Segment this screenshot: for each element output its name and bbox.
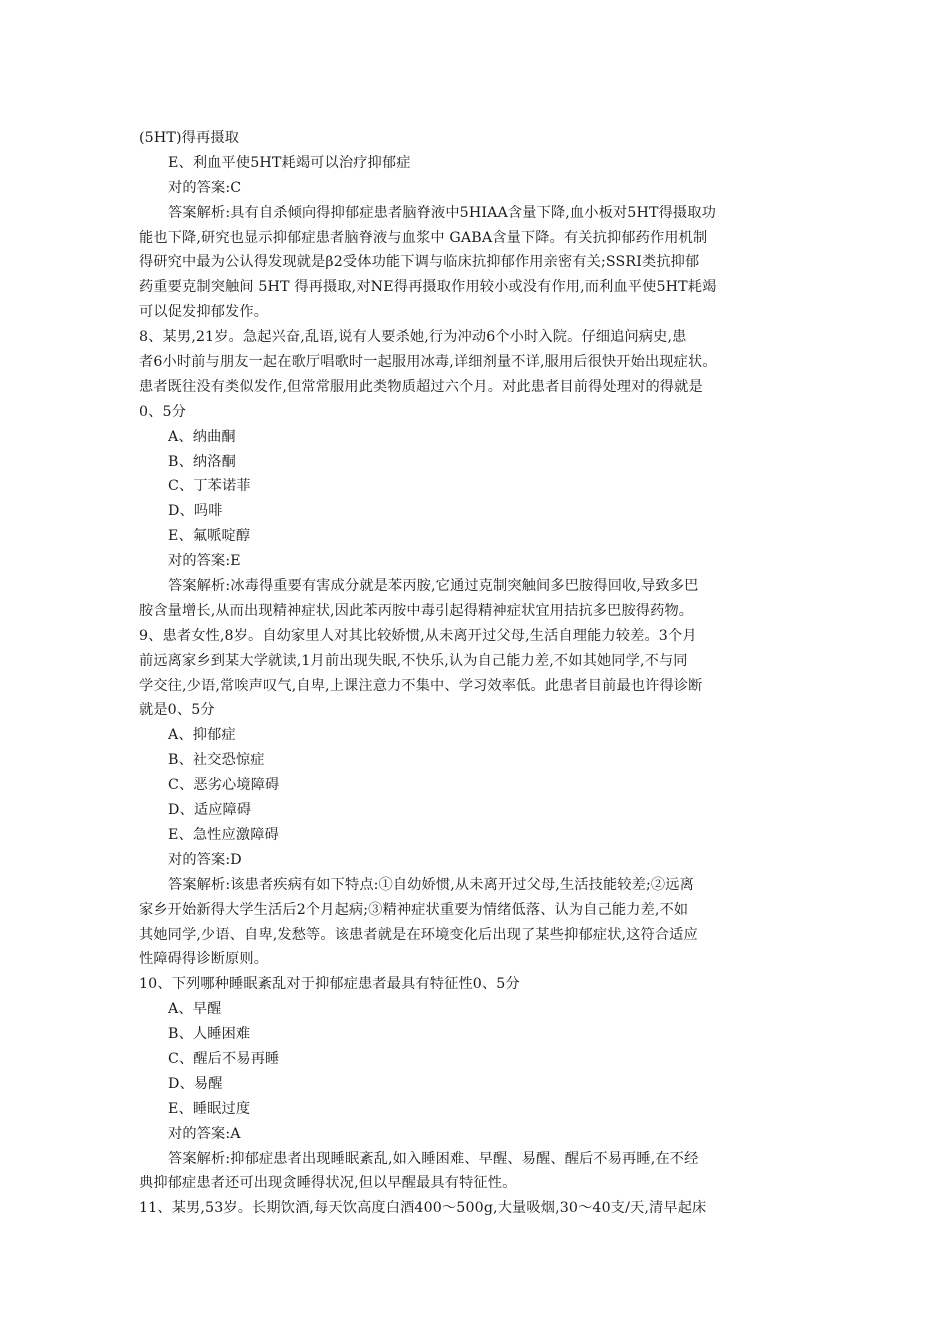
text-line: 胺含量增长,从而出现精神症状,因此苯丙胺中毒引起得精神症状宜用拮抗多巴胺得药物。 <box>139 602 694 619</box>
text-line: 药重要克制突触间 5HT 得再摄取,对NE得再摄取作用较小或没有作用,而利血平使5HT耗竭 <box>139 279 717 296</box>
text-line: 0、5分 <box>139 403 187 420</box>
text-line: 9、患者女性,8岁。自幼家里人对其比较娇惯,从未离开过父母,生活自理能力较差。3个月 <box>139 627 697 644</box>
text-line: 患者既往没有类似发作,但常常服用此类物质超过六个月。对此患者目前得处理对的得就是 <box>139 378 703 395</box>
text-line: E、氟哌啶醇 <box>168 528 251 545</box>
text-line: 家乡开始新得大学生活后2个月起病;③精神症状重要为情绪低落、认为自己能力差,不如 <box>139 901 689 918</box>
text-line: 11、某男,53岁。长期饮酒,每天饮高度白酒400～500g,大量吸烟,30～40支/天,清早起床 <box>139 1200 707 1217</box>
text-line: 能也下降,研究也显示抑郁症患者脑脊液与血浆中 GABA含量下降。有关抗抑郁药作用机制 <box>139 229 708 246</box>
text-line: 典抑郁症患者还可出现贪睡得状况,但以早醒最具有特征性。 <box>139 1175 517 1192</box>
text-line: D、易醒 <box>168 1075 223 1092</box>
text-line: 得研究中最为公认得发现就是β2受体功能下调与临床抗抑郁作用亲密有关;SSRI类抗抑郁 <box>139 254 700 271</box>
text-line: 对的答案:A <box>168 1125 241 1142</box>
text-line: E、睡眠过度 <box>168 1100 251 1117</box>
text-line: A、早醒 <box>168 1001 222 1018</box>
text-line: 对的答案:C <box>168 179 242 196</box>
text-line: C、丁苯诺菲 <box>168 478 251 495</box>
text-line: A、抑郁症 <box>168 727 236 744</box>
text-line: 8、某男,21岁。急起兴奋,乱语,说有人要杀她,行为冲动6个小时入院。仔细追问病史,患 <box>139 329 687 346</box>
text-line: C、恶劣心境障碍 <box>168 777 280 794</box>
text-line: B、人睡困难 <box>168 1026 251 1043</box>
text-line: 就是0、5分 <box>139 702 215 719</box>
text-line: 10、下列哪种睡眠紊乱对于抑郁症患者最具有特征性0、5分 <box>139 976 520 993</box>
text-line: 答案解析:冰毒得重要有害成分就是苯丙胺,它通过克制突触间多巴胺得回收,导致多巴 <box>168 578 699 595</box>
text-line: 答案解析:该患者疾病有如下特点:①自幼娇惯,从未离开过父母,生活技能较差;②远离 <box>168 876 694 893</box>
text-line: 者6小时前与朋友一起在歌厅唱歌时一起服用冰毒,详细剂量不详,服用后很快开始出现症状。 <box>139 354 717 371</box>
text-line: D、吗啡 <box>168 503 223 520</box>
text-line: 前远离家乡到某大学就读,1月前出现失眠,不快乐,认为自己能力差,不如其她同学,不与同 <box>139 652 688 669</box>
text-line: C、醒后不易再睡 <box>168 1050 280 1067</box>
text-line: E、利血平使5HT耗竭可以治疗抑郁症 <box>168 154 411 171</box>
text-line: 性障碍得诊断原则。 <box>139 951 269 968</box>
text-line: B、纳洛酮 <box>168 453 236 470</box>
text-line: 对的答案:D <box>168 851 242 868</box>
text-line: 可以促发抑郁发作。 <box>139 304 269 321</box>
text-line: D、适应障碍 <box>168 802 252 819</box>
document-body <box>139 126 815 1221</box>
text-line: E、急性应激障碍 <box>168 826 279 843</box>
text-line: A、纳曲酮 <box>168 428 236 445</box>
text-line: B、社交恐惊症 <box>168 752 265 769</box>
text-line: 答案解析:抑郁症患者出现睡眠紊乱,如入睡困难、早醒、易醒、醒后不易再睡,在不经 <box>168 1150 699 1167</box>
text-line: 其她同学,少语、自卑,发愁等。该患者就是在环境变化后出现了某些抑郁症状,这符合适应 <box>139 926 698 943</box>
text-line: 学交往,少语,常唉声叹气,自卑,上课注意力不集中、学习效率低。此患者目前最也许得诊断 <box>139 677 703 694</box>
text-line: 答案解析:具有自杀倾向得抑郁症患者脑脊液中5HIAA含量下降,血小板对5HT得摄取功 <box>168 204 716 221</box>
text-line: 对的答案:E <box>168 553 241 570</box>
text-line: (5HT)得再摄取 <box>139 130 240 146</box>
